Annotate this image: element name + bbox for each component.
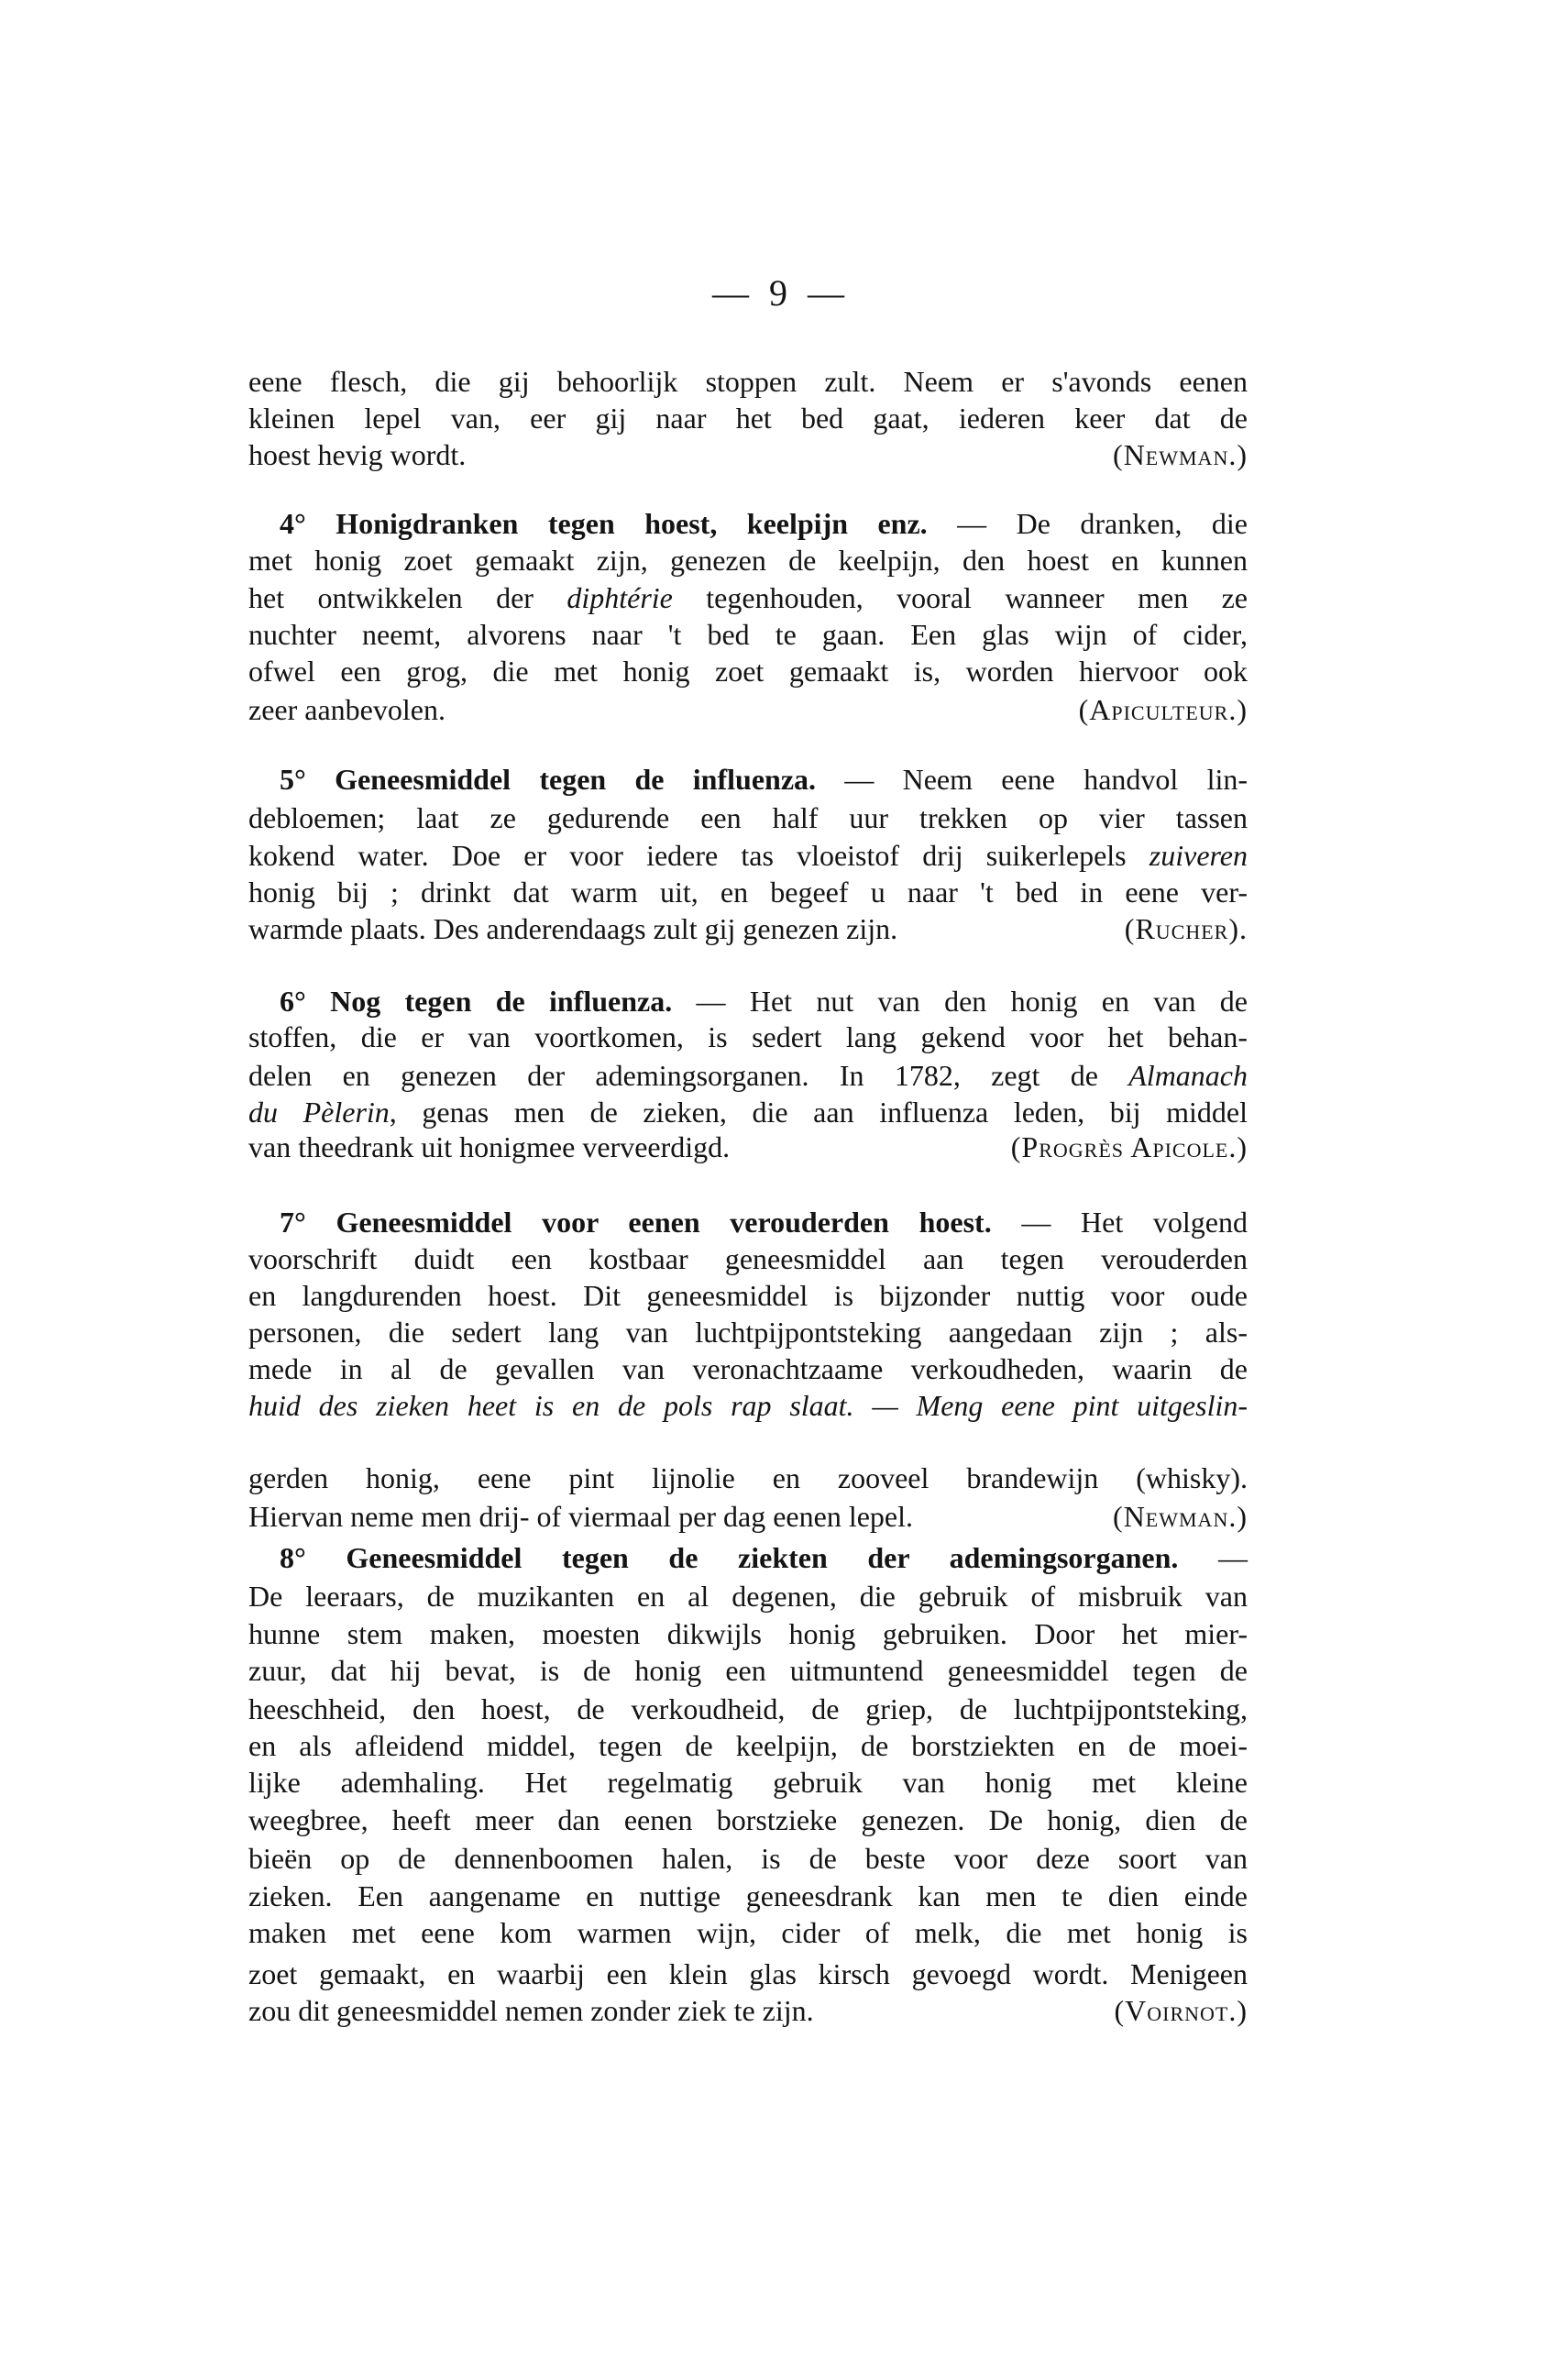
text-line — [248, 1094, 1248, 1130]
text-line — [248, 1460, 1248, 1496]
source-attribution: (Voirnot.) — [1114, 1994, 1248, 2027]
body-text: kokend water. Doe er voor iedere tas vloeistof drij suikerlepels — [248, 839, 1150, 872]
section-heading-line — [280, 1204, 1248, 1240]
line-text — [248, 691, 446, 728]
text-line — [248, 1240, 1248, 1277]
body-text: personen, die sedert lang van luchtpijpontsteking aangedaan zijn ; als- — [248, 1316, 1248, 1349]
section-title: 8° Geneesmiddel tegen de ziekten der ademingsorganen. — [280, 1541, 1179, 1574]
body-text: stoffen, die er van voortkomen, is sedert lang gekend voor het behan- — [248, 1020, 1248, 1053]
body-text: warmde plaats. Des anderendaags zult gij genezen zijn. — [248, 912, 898, 945]
source-attribution: (Apiculteur.) — [1078, 693, 1248, 726]
body-text: ofwel een grog, die met honig zoet gemaakt is, worden hiervoor ook — [248, 655, 1248, 688]
text-line — [248, 1764, 1248, 1801]
section-title: 5° Geneesmiddel tegen de influenza. — [280, 763, 817, 796]
text-line — [248, 1615, 1248, 1652]
source-attribution: (Newman.) — [1113, 1500, 1248, 1533]
body-text: en langdurenden hoest. Dit geneesmiddel is bijzonder nuttig voor oude — [248, 1279, 1248, 1312]
body-text: zou dit geneesmiddel nemen zonder ziek te zijn. — [248, 1994, 814, 2027]
body-text: gerden honig, eene pint lijnolie en zooveel brandewijn (whisky). — [248, 1461, 1248, 1494]
body-text: — Het volgend — [991, 1206, 1248, 1239]
text-line — [248, 1498, 1248, 1535]
italic-text: zuiveren — [1149, 839, 1248, 872]
italic-text: huid des zieken heet is en de pols rap slaat. — Meng eene pint uitgeslin- — [248, 1389, 1248, 1422]
body-text: van theedrank uit honigmee verveerdigd. — [248, 1130, 731, 1163]
body-text: hoest hevig wordt. — [248, 438, 467, 471]
body-text: — Neem eene handvol lin- — [816, 763, 1248, 796]
text-line — [248, 691, 1248, 728]
body-text: voorschrift duidt een kostbaar geneesmiddel aan tegen verouderden — [248, 1242, 1248, 1275]
text-line — [248, 1691, 1248, 1727]
body-text: tegenhouden, vooral wanneer men ze — [672, 581, 1248, 614]
body-text: zieken. Een aangename en nuttige geneesdrank kan men te dien einde — [248, 1879, 1248, 1912]
line-text — [248, 910, 897, 947]
body-text: Hiervan neme men drij- of viermaal per dag eenen lepel. — [248, 1500, 913, 1533]
body-text: en als afleidend middel, tegen de keelpijn, de borstziekten en de moei- — [248, 1729, 1248, 1762]
text-line — [248, 1350, 1248, 1387]
text-line — [248, 1914, 1248, 1951]
body-text: met honig zoet gemaakt zijn, genezen de keelpijn, den hoest en kunnen — [248, 544, 1248, 577]
body-text: mede in al de gevallen van veronachtzaame verkoudheden, waarin de — [248, 1352, 1248, 1385]
body-text: debloemen; laat ze gedurende een half uur trekken op vier tassen — [248, 801, 1248, 834]
body-text: lijke ademhaling. Het regelmatig gebruik van honig met kleine — [248, 1766, 1248, 1799]
body-text: zuur, dat hij bevat, is de honig een uitmuntend geneesmiddel tegen de — [248, 1654, 1248, 1687]
text-line — [248, 874, 1248, 910]
source-attribution: (Newman.) — [1113, 438, 1248, 471]
text-line — [248, 579, 1248, 616]
italic-text: du Pèlerin — [248, 1096, 390, 1129]
body-text: kleinen lepel van, eer gij naar het bed gaat, iederen keer dat de — [248, 402, 1248, 435]
body-text: weegbree, heeft meer dan eenen borstzieke genezen. De honig, dien de — [248, 1803, 1248, 1836]
section-heading-line — [280, 983, 1248, 1019]
text-line — [248, 1802, 1248, 1838]
body-text: honig bij ; drinkt dat warm uit, en begeef u naar 't bed in eene ver- — [248, 876, 1248, 909]
text-line — [248, 1314, 1248, 1350]
text-line — [248, 1727, 1248, 1764]
body-text: — De dranken, die — [927, 507, 1248, 540]
body-text: , genas men de zieken, die aan influenza leden, bij middel — [389, 1096, 1248, 1129]
section-heading-line — [280, 761, 1248, 798]
text-line — [248, 1992, 1248, 2029]
section-title: 6° Nog tegen de influenza. — [280, 985, 673, 1018]
line-text — [248, 1992, 814, 2029]
text-line — [248, 1840, 1248, 1877]
page-number: — 9 — — [712, 272, 850, 314]
line-text — [248, 1129, 730, 1165]
section-heading-line — [280, 1539, 1248, 1576]
body-text: hunne stem maken, moesten dikwijls honig gebruiken. Door het mier- — [248, 1617, 1248, 1650]
text-line — [248, 363, 1248, 400]
text-line — [248, 400, 1248, 436]
text-line — [248, 1652, 1248, 1689]
italic-text: Almanach — [1128, 1059, 1248, 1092]
text-line — [248, 616, 1248, 653]
text-line — [248, 1578, 1248, 1614]
italic-text: diphtérie — [566, 581, 673, 614]
body-text: bieën op de dennenboomen halen, is de beste voor deze soort van — [248, 1842, 1248, 1875]
text-line — [248, 1129, 1248, 1165]
body-text: delen en genezen der ademingsorganen. In 1782, zegt de — [248, 1059, 1129, 1092]
section-title: 4° Honigdranken tegen hoest, keelpijn enz. — [280, 507, 928, 540]
section-title: 7° Geneesmiddel voor eenen verouderden hoest. — [280, 1206, 992, 1239]
text-line — [248, 436, 1248, 473]
body-text: — Het nut van den honig en van de — [672, 985, 1248, 1018]
line-text — [248, 1498, 913, 1535]
source-attribution: (Rucher). — [1124, 912, 1248, 945]
text-line — [248, 1277, 1248, 1314]
body-text: De leeraars, de muzikanten en al degenen, die gebruik of misbruik van — [248, 1580, 1248, 1613]
text-line — [248, 799, 1248, 836]
text-line — [248, 837, 1248, 874]
text-line — [248, 1878, 1248, 1914]
body-text: maken met eene kom warmen wijn, cider of melk, die met honig is — [248, 1916, 1248, 1949]
section-heading-line — [280, 505, 1248, 542]
body-text: het ontwikkelen der — [248, 581, 567, 614]
text-line — [248, 1956, 1248, 1992]
source-attribution: (Progrès Apicole.) — [1010, 1130, 1248, 1163]
line-text — [248, 436, 466, 473]
body-text: zoet gemaakt, en waarbij een klein glas kirsch gevoegd wordt. Menigeen — [248, 1957, 1248, 1990]
body-text: zeer aanbevolen. — [248, 693, 446, 726]
text-line — [248, 1057, 1248, 1094]
text-line — [248, 1019, 1248, 1055]
text-line — [248, 1387, 1248, 1424]
text-line — [248, 653, 1248, 689]
body-text: eene flesch, die gij behoorlijk stoppen zult. Neem er s'avonds eenen — [248, 365, 1248, 398]
body-text: heeschheid, den hoest, de verkoudheid, de griep, de luchtpijpontsteking, — [248, 1692, 1248, 1725]
body-text: nuchter neemt, alvorens naar 't bed te gaan. Een glas wijn of cider, — [248, 618, 1248, 651]
text-line — [248, 910, 1248, 947]
text-line — [248, 542, 1248, 578]
body-text: — — [1178, 1541, 1248, 1574]
